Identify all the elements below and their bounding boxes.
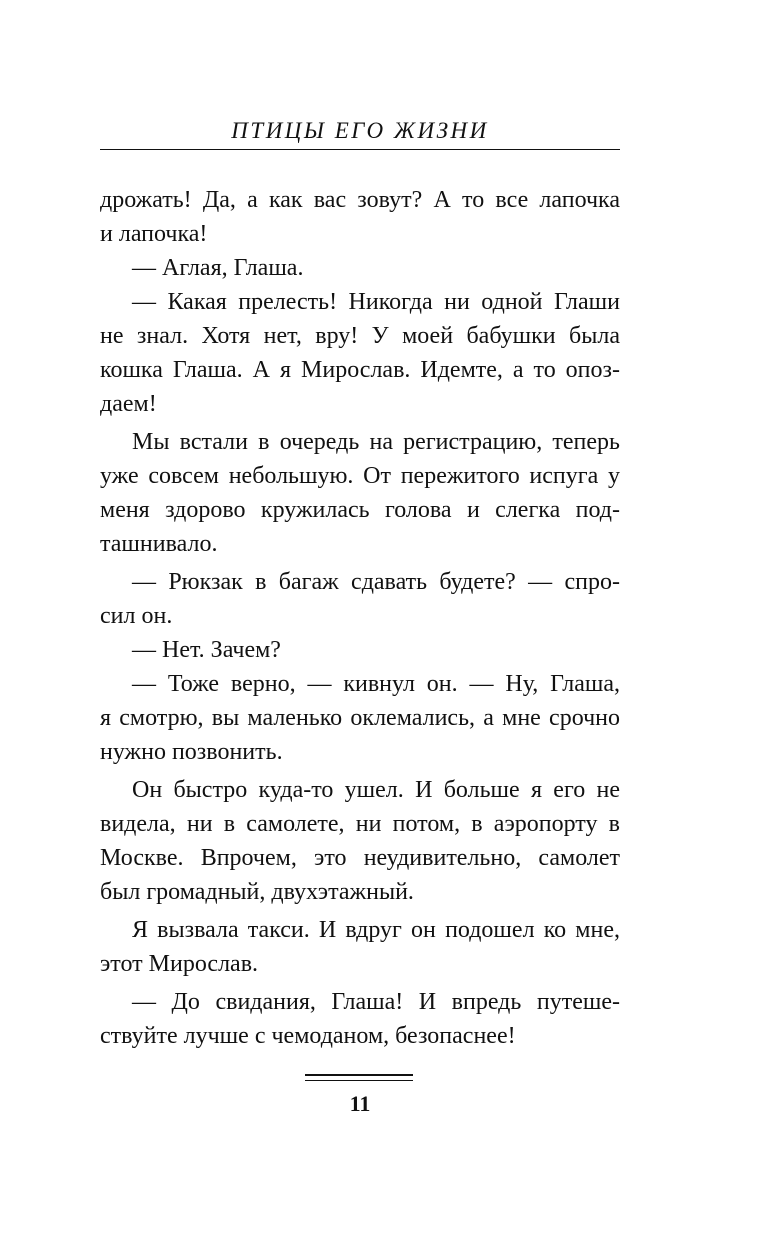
- text-line: — Тоже верно, — кивнул он. — Ну, Глаша,: [132, 671, 620, 697]
- text-line: Мы встали в очередь на регистрацию, теперь: [132, 429, 620, 455]
- text-line: был громадный, двухэтажный.: [100, 879, 414, 905]
- text-line: нужно позвонить.: [100, 739, 283, 765]
- text-line: — Аглая, Глаша.: [132, 255, 304, 281]
- text-line: дрожать! Да, а как вас зовут? А то все лапочка: [100, 187, 620, 213]
- text-line: этот Мирослав.: [100, 951, 259, 977]
- footer-rule-thick: [305, 1074, 413, 1076]
- header-rule: [100, 149, 620, 150]
- text-line: сил он.: [100, 603, 173, 629]
- running-head: ПТИЦЫ ЕГО ЖИЗНИ: [231, 118, 489, 143]
- page-number: 11: [349, 1091, 371, 1116]
- text-line: — Рюкзак в багаж сдавать будете? — спро-: [132, 569, 620, 595]
- text-line: видела, ни в самолете, ни потом, в аэропорту в: [100, 811, 620, 837]
- text-line: меня здорово кружилась голова и слегка под-: [100, 497, 620, 523]
- text-line: и лапочка!: [100, 221, 208, 247]
- text-line: Я вызвала такси. И вдруг он подошел ко мне,: [132, 917, 620, 943]
- text-line: даем!: [100, 391, 157, 417]
- text-line: я смотрю, вы маленько оклемались, а мне срочно: [100, 705, 620, 731]
- text-line: уже совсем небольшую. От пережитого испуга у: [100, 463, 620, 489]
- text-line: не знал. Хотя нет, вру! У моей бабушки была: [100, 323, 620, 349]
- text-line: — До свидания, Глаша! И впредь путеше-: [132, 989, 620, 1015]
- text-line: кошка Глаша. А я Мирослав. Идемте, а то опоз-: [100, 357, 620, 383]
- text-line: Москве. Впрочем, это неудивительно, самолет: [100, 845, 620, 871]
- text-line: ташнивало.: [100, 531, 218, 557]
- body-text: [100, 183, 620, 1053]
- text-line: ствуйте лучше с чемоданом, безопаснее!: [100, 1023, 516, 1049]
- text-line: — Какая прелесть! Никогда ни одной Глаши: [132, 289, 620, 315]
- footer-rule-thin: [305, 1080, 413, 1081]
- text-line: — Нет. Зачем?: [132, 637, 281, 663]
- text-line: Он быстро куда-то ушел. И больше я его не: [132, 777, 620, 803]
